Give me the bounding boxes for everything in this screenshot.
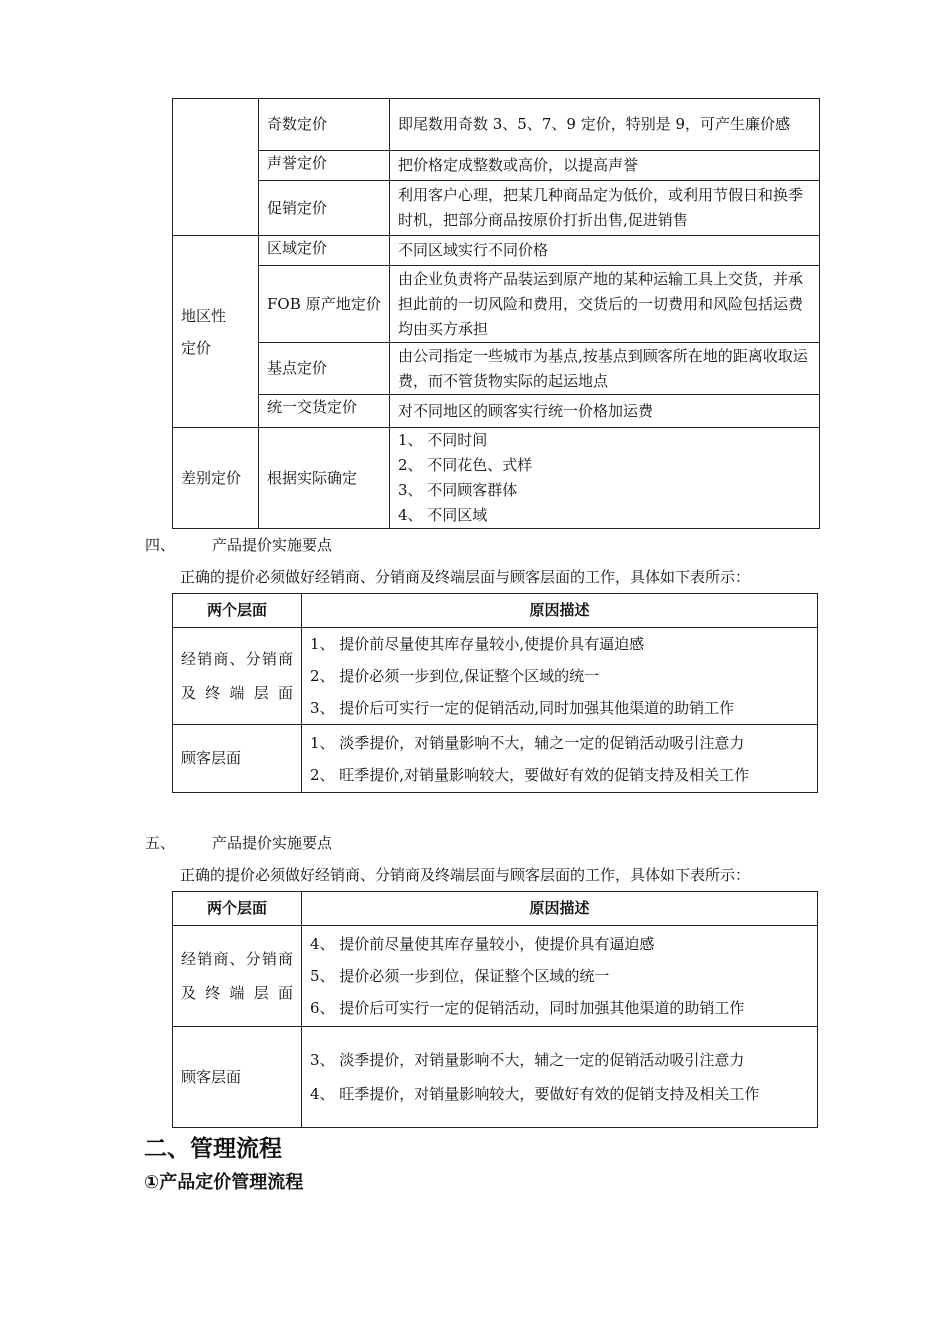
- section4-number: 四、: [145, 536, 176, 554]
- heading-pricing-management-process: ①产品定价管理流程: [144, 1172, 304, 1193]
- column-header: 原因描述: [302, 594, 818, 628]
- table-row: [173, 343, 820, 395]
- method-description: 不同区域实行不同价格: [390, 236, 820, 266]
- table-header: [173, 892, 818, 926]
- section4-table: [172, 593, 818, 793]
- method-name: 促销定价: [259, 181, 390, 236]
- method-name: 基点定价: [259, 343, 390, 395]
- method-name: 区域定价: [259, 236, 390, 266]
- table-row: [173, 628, 818, 725]
- section4-intro: 正确的提价必须做好经销商、分销商及终端层面与顾客层面的工作，具体如下表所示：: [180, 568, 751, 586]
- reason-list: [302, 926, 818, 1027]
- reason-list: [302, 725, 818, 793]
- method-description: 由企业负责将产品装运到原产地的某种运输工具上交货，并承担此前的一切风险和费用，交货后的一切费用和风险包括运费均由买方承担: [390, 266, 820, 343]
- method-description: 由公司指定一些城市为基点,按基点到顾客所在地的距离收取运费，而不管货物实际的起运地点: [390, 343, 820, 395]
- list-item: 3、 不同顾客群体: [398, 481, 518, 499]
- level-label: 经销商、分销商及终端层面: [173, 628, 302, 725]
- reason-list: [302, 628, 818, 725]
- table-row: [173, 151, 820, 181]
- list-item: 1、 不同时间: [398, 431, 488, 449]
- section5-title: 产品提价实施要点: [212, 834, 333, 852]
- method-name: FOB 原产地定价: [259, 266, 390, 343]
- category-cell-empty: [173, 99, 259, 236]
- method-name: 奇数定价: [259, 99, 390, 151]
- list-item: 3、 提价后可实行一定的促销活动,同时加强其他渠道的助销工作: [310, 699, 735, 717]
- level-label: 顾客层面: [173, 1027, 302, 1128]
- list-item: 5、 提价必须一步到位，保证整个区域的统一: [310, 967, 610, 985]
- method-description: 即尾数用奇数 3、5、7、9 定价，特别是 9，可产生廉价感: [390, 99, 820, 151]
- table-row: [173, 99, 820, 151]
- list-item: 4、 旺季提价，对销量影响较大，要做好有效的促销支持及相关工作: [310, 1085, 760, 1103]
- section5-number: 五、: [145, 834, 176, 852]
- section5-intro: 正确的提价必须做好经销商、分销商及终端层面与顾客层面的工作，具体如下表所示：: [180, 866, 751, 884]
- method-description: 对不同地区的顾客实行统一价格加运费: [390, 395, 820, 428]
- pricing-methods-table: [172, 98, 820, 529]
- table-row: [173, 181, 820, 236]
- list-item: 3、 淡季提价，对销量影响不大，辅之一定的促销活动吸引注意力: [310, 1051, 745, 1069]
- column-header: 两个层面: [173, 594, 302, 628]
- table-row: [173, 266, 820, 343]
- level-label: 经销商、分销商及终端层面: [173, 926, 302, 1027]
- column-header: 两个层面: [173, 892, 302, 926]
- category-differential: 差别定价: [173, 428, 259, 529]
- list-item: 4、 提价前尽量使其库存量较小，使提价具有逼迫感: [310, 935, 655, 953]
- table-header: [173, 594, 818, 628]
- differential-list: [390, 428, 820, 529]
- list-item: 2、 不同花色、式样: [398, 456, 533, 474]
- list-item: 2、 提价必须一步到位,保证整个区域的统一: [310, 667, 600, 685]
- method-name: 声誉定价: [259, 151, 390, 181]
- method-name: 根据实际确定: [259, 428, 390, 529]
- heading-management-process: 二、管理流程: [144, 1136, 282, 1162]
- table-row: [173, 236, 820, 266]
- table-row: [173, 725, 818, 793]
- list-item: 1、 淡季提价，对销量影响不大，辅之一定的促销活动吸引注意力: [310, 733, 745, 752]
- level-label: 顾客层面: [173, 725, 302, 793]
- reason-list: [302, 1027, 818, 1128]
- method-description: 把价格定成整数或高价，以提高声誉: [390, 151, 820, 181]
- list-item: 6、 提价后可实行一定的促销活动，同时加强其他渠道的助销工作: [310, 999, 745, 1017]
- category-regional: 地区性定价: [173, 236, 259, 428]
- table-row: [173, 926, 818, 1027]
- list-item: 2、 旺季提价,对销量影响较大，要做好有效的促销支持及相关工作: [310, 765, 750, 784]
- method-name: 统一交货定价: [259, 395, 390, 428]
- method-description: 利用客户心理，把某几种商品定为低价，或利用节假日和换季时机，把部分商品按原价打折出售,促进销售: [390, 181, 820, 236]
- section4-title: 产品提价实施要点: [212, 536, 333, 554]
- list-item: 4、 不同区域: [398, 506, 488, 524]
- table-row: [173, 1027, 818, 1128]
- column-header: 原因描述: [302, 892, 818, 926]
- table-row: [173, 428, 820, 529]
- table-row: [173, 395, 820, 428]
- list-item: 1、 提价前尽量使其库存量较小,使提价具有逼迫感: [310, 635, 645, 653]
- section5-table: [172, 891, 818, 1128]
